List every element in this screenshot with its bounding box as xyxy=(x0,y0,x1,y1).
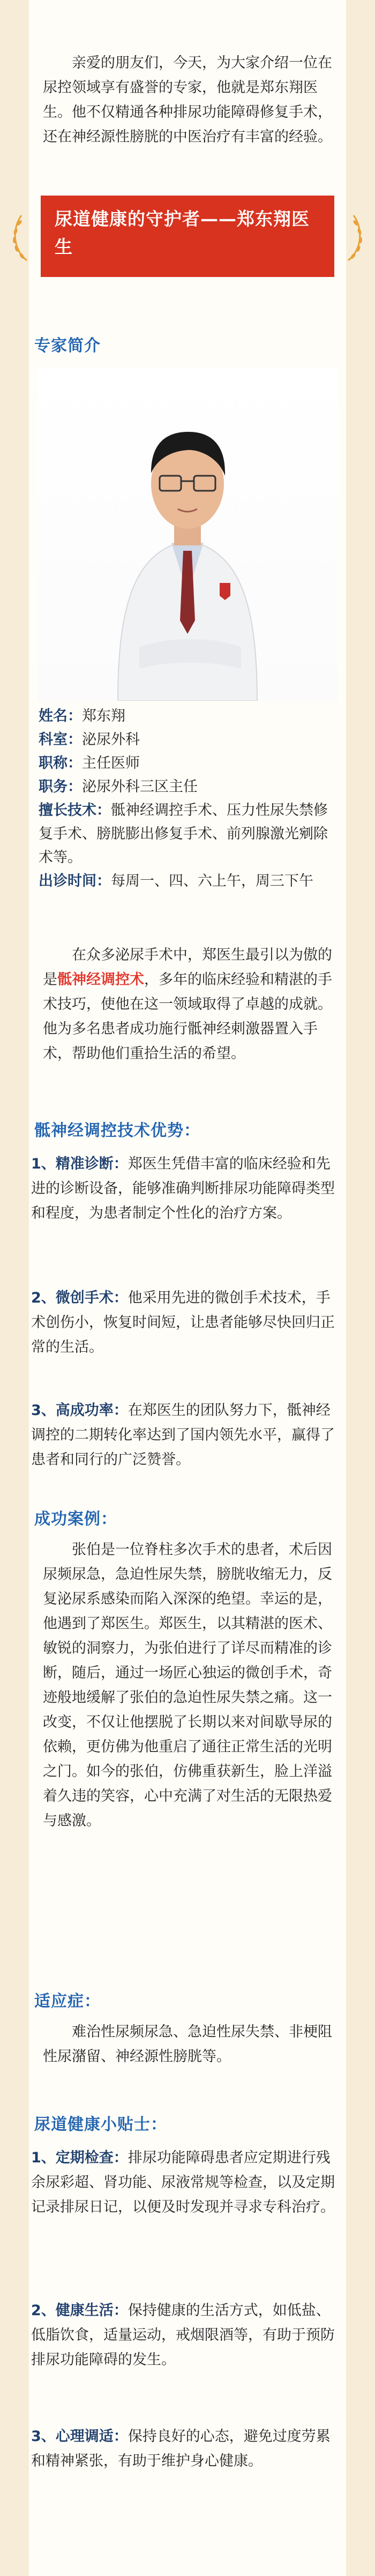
section-heading-expert: 专家简介 xyxy=(34,336,101,355)
section-heading-case: 成功案例： xyxy=(34,1510,117,1529)
section-heading-indications: 适应症： xyxy=(34,1992,101,2011)
profile-time: 出诊时间：每周一、四、六上午，周三下午 xyxy=(39,873,313,889)
highlight-technique: 骶神经调控术 xyxy=(57,971,144,988)
story-paragraph: 在众多泌尿手术中，郑医生最引以为傲的是骶神经调控术，多年的临床经验和精湛的手术技巧，使他在这一领域取得了卓越的成就。他为多名患者成功施行骶神经刺激器置入手术，帮助他们重拾生活的希望。 xyxy=(43,947,332,1062)
section-heading-advantages: 骶神经调控技术优势： xyxy=(34,1121,200,1140)
profile-title: 职称：主任医师 xyxy=(39,755,140,772)
section-heading-tips: 尿道健康小贴士： xyxy=(34,2115,167,2134)
title-banner xyxy=(41,196,334,277)
tip-item-2: 2、健康生活：保持健康的生活方式，如低盐、低脂饮食，适量运动，戒烟限酒等，有助于预防排尿功能障碍的发生。 xyxy=(31,2302,335,2368)
profile-block xyxy=(39,705,338,893)
case-paragraph: 张伯是一位脊柱多次手术的患者，术后因尿频尿急，急迫性尿失禁，膀胱收缩无力，反复泌尿系感染而陷入深深的绝望。幸运的是，他遇到了郑医生。郑医生，以其精湛的医术、敏锐的洞察力，为张伯进行了详尽而精准的诊断，随后，通过一场匠心独运的微创手术，奇迹般地缓解了张伯的急迫性尿失禁之痛。这一改变，不仅让他摆脱了长期以来对间歇导尿的依赖，更仿佛为他重启了通往正常生活的光明之门。如今的张伯，仿佛重获新生，脸上洋溢着久违的笑容，心中充满了对生活的无限热爱与感激。 xyxy=(43,1541,332,1829)
tip-item-3: 3、心理调适：保持良好的心态，避免过度劳累和精神紧张，有助于维护身心健康。 xyxy=(31,2428,331,2469)
profile-name: 姓名：郑东翔 xyxy=(39,708,125,724)
left-margin xyxy=(0,0,29,2576)
doctor-photo xyxy=(38,369,338,701)
profile-dept: 科室：泌尿外科 xyxy=(39,731,140,748)
advantage-item-3: 3、高成功率：在郑医生的团队努力下，骶神经调控的二期转化率达到了国内领先水平，赢得了患者和同行的广泛赞誉。 xyxy=(31,1402,335,1468)
indications-paragraph: 难治性尿频尿急、急迫性尿失禁、非梗阻性尿潴留、神经源性膀胱等。 xyxy=(43,2024,332,2065)
profile-skill: 擅长技术：骶神经调控手术、压力性尿失禁修复手术、膀胱膨出修复手术、前列腺激光剜除术等。 xyxy=(39,802,328,866)
advantage-item-1: 1、精准诊断：郑医生凭借丰富的临床经验和先进的诊断设备，能够准确判断排尿功能障碍类型和程度，为患者制定个性化的治疗方案。 xyxy=(31,1156,335,1222)
doctor-portrait-icon xyxy=(38,369,338,701)
intro-paragraph: 亲爱的朋友们，今天，为大家介绍一位在尿控领域享有盛誉的专家，他就是郑东翔医生。他不仅精通各种排尿功能障碍修复手术，还在神经源性膀胱的中医治疗有丰富的经验。 xyxy=(43,55,332,145)
laurel-left-icon xyxy=(10,212,31,264)
laurel-right-icon xyxy=(344,212,365,264)
profile-duty: 职务：泌尿外科三区主任 xyxy=(39,778,198,795)
banner-title: 尿道健康的守护者——郑东翔医生 xyxy=(55,208,310,257)
tip-item-1: 1、定期检查：排尿功能障碍患者应定期进行残余尿彩超、肾功能、尿液常规等检查，以及定期记录排尿日记，以便及时发现并寻求专科治疗。 xyxy=(31,2150,335,2215)
right-margin xyxy=(346,0,375,2576)
advantage-item-2: 2、微创手术：他采用先进的微创手术技术，手术创伤小，恢复时间短，让患者能够尽快回归正常的生活。 xyxy=(31,1290,335,1356)
